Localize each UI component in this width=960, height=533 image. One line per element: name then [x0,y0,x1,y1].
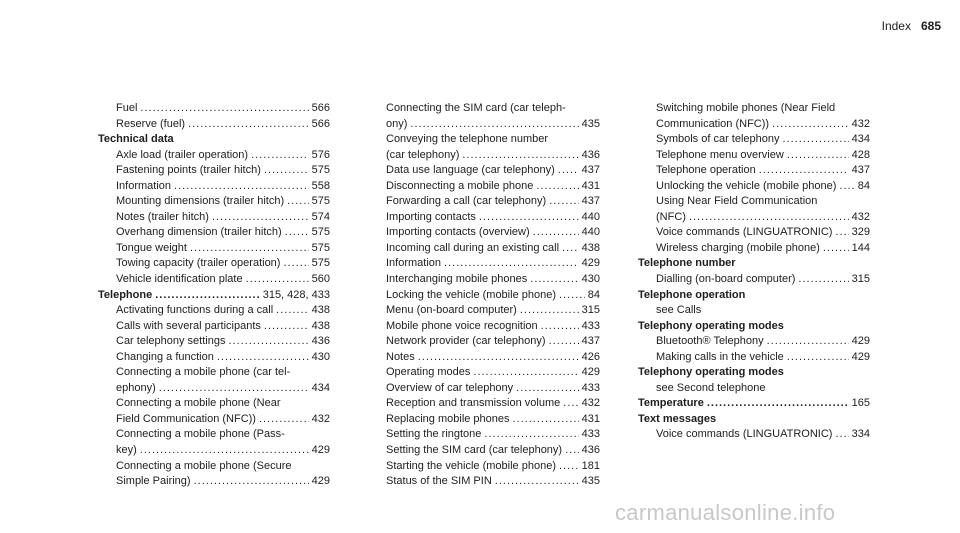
entry-text: ephony) [116,381,156,394]
page-reference-link[interactable]: 433 [581,381,600,394]
index-heading [638,412,870,428]
dot-leader [835,427,848,443]
dot-leader [418,350,579,366]
index-entry [98,350,330,366]
entry-text: Replacing mobile phones [386,412,510,425]
page-reference-link[interactable]: 84 [857,179,870,192]
index-entry [368,350,600,366]
entry-text: Text messages [638,412,717,425]
entry-text: Unlocking the vehicle (mobile phone) [656,179,837,192]
entry-text: Reception and transmission volume [386,397,561,410]
index-entry-continued [98,459,330,475]
index-entry [368,256,600,272]
page-reference-link[interactable]: 430 [311,350,330,363]
dot-leader [194,474,309,490]
index-entry [368,241,600,257]
entry-text: Connecting the SIM card (car teleph- [386,102,566,114]
page-reference-link[interactable]: 432 [581,397,600,410]
page-reference-link[interactable]: 426 [581,350,600,363]
entry-text: see Calls [656,304,702,317]
index-entry [368,210,600,226]
entry-text: Telephone number [638,257,736,270]
entry-text: Menu (on-board computer) [386,304,517,317]
dot-leader [462,148,578,164]
entry-text: Incoming call during an existing call [386,241,560,254]
index-entry [368,303,600,319]
page-reference-link[interactable]: 566 [311,102,330,114]
entry-text: Telephone operation [656,164,756,177]
index-entry [638,179,870,195]
entry-text: Connecting a mobile phone (Pass- [116,428,285,441]
entry-text: Symbols of car telephony [656,133,780,146]
page-reference-link[interactable]: 435 [581,117,600,130]
entry-text: Information [386,257,442,270]
index-entry [98,163,330,179]
index-entry [368,272,600,288]
index-entry [98,381,330,397]
dot-leader [259,412,309,428]
entry-text: Notes [386,350,415,363]
dot-leader [155,288,260,304]
index-entry [98,474,330,490]
page-reference-link[interactable]: 437 [581,335,600,348]
index-entry [368,443,600,459]
section-label: Index [881,19,911,33]
page-reference-link[interactable]: 84 [587,288,600,301]
dot-leader [174,179,309,195]
page-reference-link[interactable]: 432 [311,412,330,425]
page-reference-link[interactable]: 574 [311,210,330,223]
index-entry-continued [368,132,600,148]
page-reference-link[interactable]: 438 [311,304,330,317]
index-entry [638,350,870,366]
entry-text: Setting the ringtone [386,428,482,441]
dot-leader [228,334,308,350]
index-entry [368,148,600,164]
dot-leader [549,334,579,350]
index-heading [638,396,870,412]
page-reference-link[interactable]: 440 [581,210,600,223]
page-reference-link[interactable]: 434 [851,133,870,146]
index-entry [98,443,330,459]
index-entry [638,148,870,164]
entry-text: Telephone [98,288,153,301]
page-reference-link[interactable]: 432 [851,117,870,130]
page-reference-link[interactable]: 575 [311,241,330,254]
page-reference-link[interactable]: 429 [581,257,600,270]
page-reference-link[interactable]: 433 [581,319,600,332]
page-reference-link[interactable]: 165 [851,397,870,410]
page-reference-link[interactable]: 576 [311,148,330,161]
entry-text: Car telephony settings [116,335,226,348]
dot-leader [823,241,849,257]
page-reference-link[interactable]: 575 [311,226,330,239]
entry-text: Axle load (trailer operation) [116,148,249,161]
page-reference-link[interactable]: 437 [581,164,600,177]
entry-text: Temperature [638,397,704,410]
page-reference-link[interactable]: 438 [311,319,330,332]
dot-leader [536,179,578,195]
index-heading [98,132,330,148]
entry-text: Forwarding a call (car telephony) [386,195,547,208]
index-column-1 [98,101,330,490]
entry-text: Interchanging mobile phones [386,273,528,286]
index-entry [368,396,600,412]
index-entry [98,334,330,350]
entry-text: Vehicle identification plate [116,273,243,286]
index-entry [98,319,330,335]
index-entry-continued [638,381,870,397]
dot-leader [285,225,309,241]
dot-leader [549,194,578,210]
dot-leader [563,396,578,412]
index-entry [98,303,330,319]
dot-leader [217,350,309,366]
entry-text: Communication (NFC)) [656,117,770,130]
dot-leader [541,319,579,335]
page-reference-link[interactable]: 558 [311,179,330,192]
index-heading [638,256,870,272]
entry-text: Data use language (car telephony) [386,164,555,177]
index-entry [638,117,870,133]
entry-text: Status of the SIM PIN [386,475,492,488]
index-entry [368,365,600,381]
entry-text: (NFC) [656,210,686,223]
entry-text: Voice commands (LINGUATRONIC) [656,428,833,441]
page-reference-link[interactable]: 434 [311,381,330,394]
index-entry-continued [98,427,330,443]
dot-leader [188,117,309,133]
entry-text: Operating modes [386,366,471,379]
entry-text: Information [116,179,172,192]
index-entry [98,101,330,117]
dot-leader [533,225,579,241]
dot-leader [839,179,854,195]
dot-leader [513,412,579,428]
entry-text: key) [116,444,137,457]
dot-leader [444,256,579,272]
page-reference-link[interactable]: 429 [851,350,870,363]
page-reference-link[interactable]: 144 [851,241,870,254]
dot-leader [410,117,578,133]
index-entry [98,225,330,241]
entry-text: Setting the SIM card (car telephony) [386,444,563,457]
index-entry [368,381,600,397]
entry-text: Changing a function [116,350,214,363]
entry-text: Activating functions during a call [116,304,274,317]
entry-text: Field Communication (NFC)) [116,412,256,425]
page-reference-link[interactable]: 431 [581,179,600,192]
index-entry-continued [98,396,330,412]
dot-leader [562,241,579,257]
dot-leader [264,163,309,179]
page-reference-link[interactable]: 566 [311,117,330,130]
page-reference-link[interactable]: 430 [581,273,600,286]
entry-text: Telephony operating modes [638,319,784,332]
index-entry [368,288,600,304]
index-heading [638,365,870,381]
dot-leader [246,272,309,288]
entry-text: Telephone operation [638,288,746,301]
dot-leader [473,365,578,381]
index-entry [368,427,600,443]
entry-text: Reserve (fuel) [116,117,186,130]
dot-leader [559,288,585,304]
index-entry [98,412,330,428]
index-entry [98,210,330,226]
page-reference-link[interactable]: 436 [581,444,600,457]
index-entry [638,241,870,257]
index-column-3 [638,101,870,443]
page-reference-link[interactable]: 429 [851,335,870,348]
index-column-2 [368,101,600,490]
index-heading [638,288,870,304]
entry-text: Disconnecting a mobile phone [386,179,534,192]
index-entry [638,225,870,241]
page-reference-link[interactable]: 575 [311,195,330,208]
dot-leader [190,241,309,257]
entry-text: Importing contacts [386,210,476,223]
dot-leader [495,474,579,490]
index-entry [368,319,600,335]
dot-leader [767,334,849,350]
entry-text: Making calls in the vehicle [656,350,784,363]
page-reference-link[interactable]: 429 [581,366,600,379]
index-entry [368,459,600,475]
entry-text: Mobile phone voice recognition [386,319,538,332]
dot-leader [516,381,578,397]
page-reference-link[interactable]: 315, 428, 433 [262,288,330,301]
dot-leader [798,272,848,288]
index-entry [368,117,600,133]
entry-text: Overhang dimension (trailer hitch) [116,226,282,239]
dot-leader [783,132,849,148]
page-reference-link[interactable]: 181 [581,459,600,472]
entry-text: Connecting a mobile phone (Near [116,397,281,410]
index-entry [98,241,330,257]
entry-text: Switching mobile phones (Near Field [656,102,836,114]
entry-text: Connecting a mobile phone (Secure [116,459,292,472]
entry-text: Towing capacity (trailer operation) [116,257,281,270]
entry-text: Telephony operating modes [638,366,784,379]
index-entry-continued [638,194,870,210]
dot-leader [787,350,849,366]
page-reference-link[interactable]: 431 [581,412,600,425]
page-reference-link[interactable]: 315 [581,304,600,317]
entry-text: Fastening points (trailer hitch) [116,164,261,177]
index-entry-continued [98,365,330,381]
dot-leader [484,427,578,443]
page-reference-link[interactable]: 437 [581,195,600,208]
page-reference-link[interactable]: 429 [311,475,330,488]
entry-text: Dialling (on-board computer) [656,273,796,286]
entry-text: Connecting a mobile phone (car tel- [116,366,291,379]
entry-text: Tongue weight [116,241,187,254]
index-entry-continued [638,303,870,319]
dot-leader [276,303,308,319]
dot-leader [479,210,579,226]
entry-text: see Second telephone [656,381,766,394]
watermark: carmanualsonline.info [615,500,836,525]
entry-text: Technical data [98,133,174,146]
entry-text: Network provider (car telephony) [386,335,546,348]
page-reference-link[interactable]: 433 [581,428,600,441]
page-reference-link[interactable]: 437 [851,164,870,177]
index-entry [368,179,600,195]
page-reference-link[interactable]: 438 [581,241,600,254]
dot-leader [759,163,849,179]
index-heading [638,319,870,335]
index-entry [638,272,870,288]
dot-leader [520,303,579,319]
dot-leader [283,256,308,272]
page-reference-link[interactable]: 334 [851,428,870,441]
page-reference-link[interactable]: 560 [311,273,330,286]
dot-leader [251,148,309,164]
index-entry [368,412,600,428]
page-reference-link[interactable]: 435 [581,475,600,488]
entry-text: Using Near Field Communication [656,195,818,208]
index-entry [98,256,330,272]
index-heading [98,288,330,304]
entry-text: Starting the vehicle (mobile phone) [386,459,556,472]
index-entry [638,427,870,443]
page-reference-link[interactable]: 436 [311,335,330,348]
index-entry [368,194,600,210]
page-reference-link[interactable]: 575 [311,164,330,177]
entry-text: Locking the vehicle (mobile phone) [386,288,556,301]
dot-leader [787,148,849,164]
index-entry-continued [638,101,870,117]
entry-text: Overview of car telephony [386,381,514,394]
page-reference-link[interactable]: 575 [311,257,330,270]
entry-text: Voice commands (LINGUATRONIC) [656,226,833,239]
index-entry [98,148,330,164]
dot-leader [559,459,579,475]
page-reference-link[interactable]: 329 [851,226,870,239]
dot-leader [558,163,579,179]
entry-text: Notes (trailer hitch) [116,210,209,223]
dot-leader [264,319,309,335]
index-entry [368,225,600,241]
entry-text: Telephone menu overview [656,148,784,161]
index-entry [368,163,600,179]
index-entry [368,474,600,490]
index-entry [98,194,330,210]
entry-text: (car telephony) [386,148,460,161]
index-entry [638,334,870,350]
entry-text: Bluetooth® Telephony [656,335,764,348]
dot-leader [835,225,848,241]
index-entry [638,163,870,179]
entry-text: ony) [386,117,408,130]
index-entry [98,272,330,288]
dot-leader [287,194,309,210]
dot-leader [140,443,309,459]
page-header [882,19,941,33]
page-reference-link[interactable]: 432 [851,210,870,223]
dot-leader [689,210,849,226]
dot-leader [772,117,849,133]
dot-leader [565,443,579,459]
page-reference-link[interactable]: 315 [851,273,870,286]
index-entry [638,210,870,226]
dot-leader [140,101,308,117]
entry-text: Calls with several participants [116,319,261,332]
dot-leader [707,396,849,412]
index-entry [368,334,600,350]
dot-leader [530,272,578,288]
page-reference-link[interactable]: 436 [581,148,600,161]
entry-text: Wireless charging (mobile phone) [656,241,820,254]
page-number: 685 [920,19,941,33]
index-entry [98,179,330,195]
index-entry [638,132,870,148]
page-reference-link[interactable]: 429 [311,444,330,457]
dot-leader [212,210,309,226]
entry-text: Simple Pairing) [116,475,191,488]
page-reference-link[interactable]: 440 [581,226,600,239]
index-entry-continued [368,101,600,117]
entry-text: Conveying the telephone number [386,133,549,146]
entry-text: Mounting dimensions (trailer hitch) [116,195,285,208]
index-entry [98,117,330,133]
dot-leader [159,381,309,397]
entry-text: Fuel [116,102,138,114]
page-reference-link[interactable]: 428 [851,148,870,161]
entry-text: Importing contacts (overview) [386,226,530,239]
